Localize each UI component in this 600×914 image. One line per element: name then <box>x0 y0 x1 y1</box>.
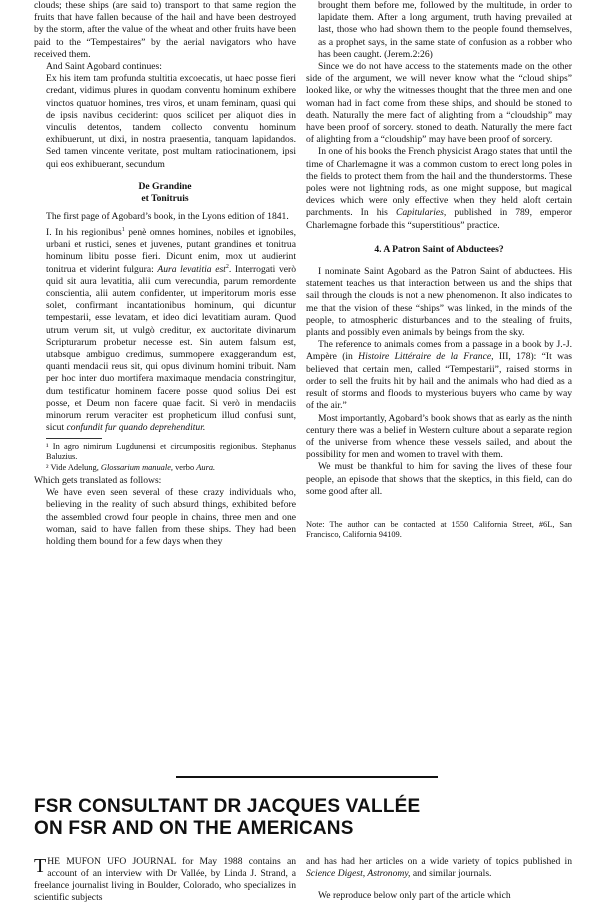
text-run: Glossarium manuale, <box>100 462 174 472</box>
text-run: and has had her articles on a wide variety of topics published in <box>306 855 572 867</box>
text-run: III, 178): “It was believed that certain men, called “Tempestarii”, raised storms in order to sell the fruits hit by hail and the animals who had died as a result of storms and floods to mysterious buyers who came by way of the air.” <box>306 351 572 412</box>
translated-quote: brought them before me, followed by the multitude, in order to lapidate them. After a long argument, truth having prevailed at last, those who had shown them to the people found themselves, as a prophet says, in the same state of confusion as a robber who has been caught. (Jerem.2:26) <box>318 0 572 60</box>
footnote-ref: 1 <box>121 226 125 233</box>
text-run: Aura. <box>196 462 216 472</box>
drop-cap: T <box>34 854 47 877</box>
paragraph: clouds; these ships (are said to) transport to that same region the fruits that have fallen because of the hail and have been destroyed by the storm, after the value of the wheat and other fruits have been paid to the “Tempestaires” by the aerial navigators who have received them. <box>34 0 296 60</box>
article-headline <box>34 796 574 840</box>
paragraph: And Saint Agobard continues: <box>46 61 162 73</box>
paragraph: Most importantly, Agobard’s book shows that as early as the ninth century there was a belief in Western culture about a separate region of the universe from whence these vessels sailed, and about the possibility for men and women to travel with them. <box>306 412 572 461</box>
paragraph: I nominate Saint Agobard as the Patron Saint of abductees. His statement teaches us that interaction between us and the ships that sail through the clouds is not a new phenomenon. It also indicates to me that the vision of these “ships” was linked, in the minds of the people, to atmospheric disturbances and to the stealing of fruits, plants and possibly even animals by beings from the sky. <box>306 266 572 339</box>
text-run: In one of his books the French physicist Arago states that until the time of Charlemagne it was a common custom to erect long poles in the fields to protect them from the hail and the thunderstorms. These poles were not lightning rods, as one might suppose, but magical devices which were only effective when they held aloft certain parchments. In his <box>306 146 572 219</box>
paragraph <box>34 856 296 905</box>
text-run: The reference to animals comes from a passage in a book by J.-J. Ampère (in <box>306 339 572 363</box>
heading-line: De Grandine <box>138 180 192 192</box>
paragraph: We reproduce below only part of the article which <box>318 889 511 901</box>
text-run: Capitularies, <box>395 207 447 219</box>
bottom-right-column <box>306 846 572 911</box>
text-run: and similar journals. <box>410 867 492 879</box>
footnote <box>34 463 296 474</box>
translated-quote: We have even seen several of these crazy individuals who, believing in the reality of such absurd things, exhibited before the assembled crowd four people in chains, three men and one woman, said to have fallen from these ships. They had been holding them bound for a few days when they <box>46 487 296 548</box>
author-note: Note: The author can be contacted at 1550 California Street, #6L, San Francisco, California 94109. <box>306 519 572 540</box>
text-run: HE MUFON UFO JOURNAL for May 1988 contains an account of an interview with Dr Vallée, by Linda J. Strand, a freelance journalist living in Boulder, Colorado, who specializes in scientific subjects <box>34 855 296 904</box>
footnote-divider <box>46 438 102 439</box>
latin-heading <box>34 181 296 205</box>
latin-quote: Ex his item tam profunda stultitia excoecatis, ut haec posse fieri credant, vidimus plures in quodam conventu hominum exhibere vinctos quatuor homines, tres viros, et unam feminam, quasi qui de ipsis navibus ceciderint: quos scilicet per aliquot dies in vinculis detentos, tandem collecto conventu hominum exhibuerunt, ut dixi, in nostra praesentia, tanquam lapidandos. Sed tamen vincente veritate, post multam ratiocinationem, ipsi qui eos exhibuerant, secundum <box>46 73 296 170</box>
text-run: ² Vide Adelung, <box>46 462 101 472</box>
latin-quote <box>34 227 296 434</box>
headline-line: ON FSR AND ON THE AMERICANS <box>34 818 354 839</box>
paragraph <box>306 339 572 412</box>
footnote: ¹ In agro nimirum Lugdunensi et circumpositis regionibus. Stephanus Baluzius. <box>46 441 296 461</box>
text-run: published in 789, emperor Charlemagne forbade this “superstitious” practice. <box>306 207 572 231</box>
paragraph <box>306 856 572 880</box>
bottom-left-column <box>34 846 296 914</box>
paragraph: We must be thankful to him for saving the lives of these four people, an episode that shows that the skeptics, in this field, can do some good after all. <box>306 461 572 497</box>
text-run: Aura levatitia est <box>157 263 226 275</box>
headline-line: FSR CONSULTANT DR JACQUES VALLÉE <box>34 796 421 817</box>
section-heading: 4. A Patron Saint of Abductees? <box>374 243 504 255</box>
paragraph <box>306 146 572 231</box>
text-run: Histoire Littéraire de la France, <box>358 351 494 363</box>
text-run: penè omnes homines, nobiles et ignobiles, urbani et rustici, senes et juvenes, putant grandines et tonitrua hominum libitu posse fieri. Dicunt enim, mox ut audierint tonitrua et viderint fulgura: <box>46 227 296 275</box>
paragraph: The first page of Agobard’s book, in the Lyons edition of 1841. <box>46 210 289 222</box>
section-divider <box>176 776 438 778</box>
footnote-ref: 2 <box>225 263 229 270</box>
left-column <box>34 0 296 548</box>
text-run: . Interrogati verò quid sit aura levatitia, alii cum verecundia, parum remordente conscientia, alii autem confidenter, ut imperitorum moris esse solet, confirmant incantationibus hominum, qui dicuntur tempestarii, esse levatam, et ideo dici levatitiam auram. Quod utrum verum sit, ut vulgò creditur, ex auctoritate divinarum Scripturarum probetur necesse est. Sin autem falsum est, utabsque ambiguo credimus, summopere exaggerandum est, quanti mendacii reus sit, qui opus divinum homini tribuit. Nam per hoc inter duo mortifera maximaque mendacia constringitur, dum testificatur hominem facere posse quod solius Dei est posse, et Deum non facere quae facit. Si verò in mendaciis minorum rerum veraciter est propheticum illud confusi sunt, sicut <box>46 263 296 434</box>
text-run: confundit fur quando deprehenditur. <box>66 422 206 434</box>
right-column <box>306 0 572 541</box>
text-run: Science Digest, Astronomy, <box>306 867 411 879</box>
heading-line: et Tonitruis <box>141 192 189 204</box>
text-run: verbo <box>173 462 197 472</box>
text-run: I. In his regionibus <box>46 227 122 239</box>
paragraph: Since we do not have access to the statements made on the other side of the argument, we will never know what the “cloud ships” looked like, or why the witnesses thought that the three men and one woman had in fact come from these ships, and should be stoned to death. Naturally the mere fact of alighting from a “cloudship” may have been proof of sorcery. stoned to death. Naturally the mere fact of alighting from a “cloudship” may have been proof of sorcery. <box>306 61 572 146</box>
paragraph: Which gets translated as follows: <box>34 475 162 486</box>
